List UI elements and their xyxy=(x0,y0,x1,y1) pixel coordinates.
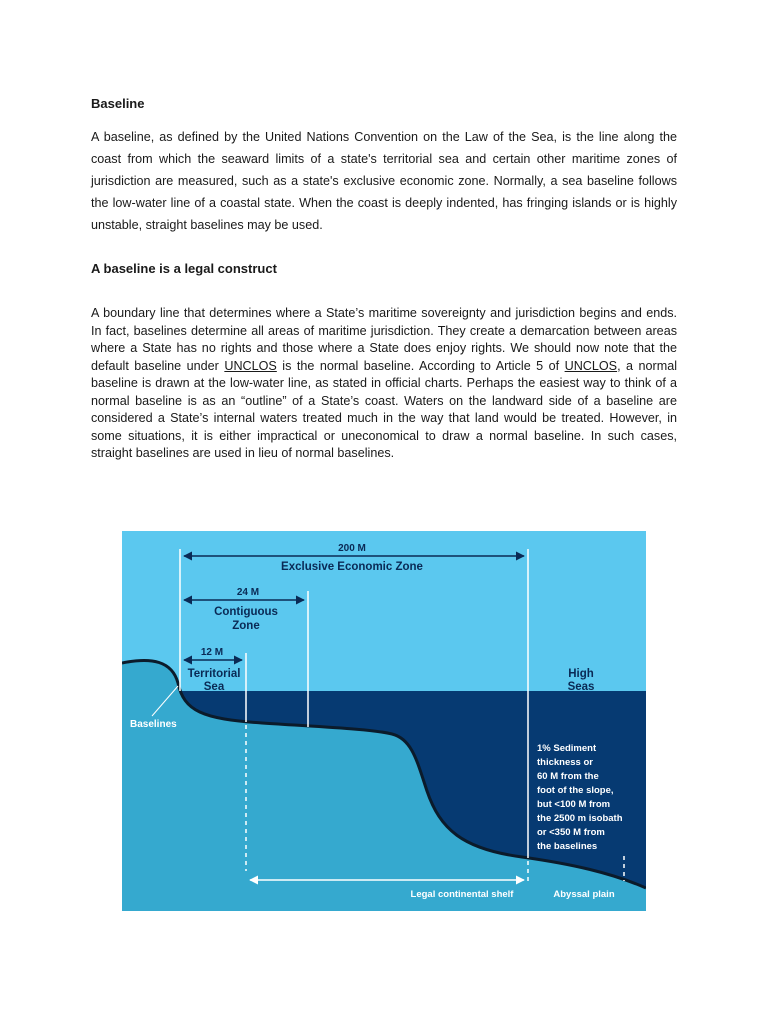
note-line-2: thickness or xyxy=(537,757,593,768)
abyssal-label: Abyssal plain xyxy=(553,889,615,900)
high-seas-line2: Seas xyxy=(567,681,595,693)
note-line-7: or <350 M from xyxy=(537,827,605,838)
territorial-distance: 12 M xyxy=(200,647,224,658)
contiguous-label-line1: Contiguous xyxy=(214,606,278,618)
contiguous-label-line2: Zone xyxy=(232,620,260,632)
unclos-link-1[interactable]: UNCLOS xyxy=(224,358,277,373)
eez-distance: 200 M xyxy=(338,543,366,554)
note-line-4: foot of the slope, xyxy=(537,785,614,796)
high-seas-line1: High xyxy=(568,668,594,680)
unclos-link-2[interactable]: UNCLOS xyxy=(564,358,618,373)
body-paragraph xyxy=(91,305,677,463)
contiguous-distance: 24 M xyxy=(236,587,260,598)
body-text-2: is the normal baseline. According to Article 5 of xyxy=(276,358,565,373)
section-title: Baseline xyxy=(91,96,145,111)
note-line-8: the baselines xyxy=(537,841,598,852)
note-line-1: 1% Sediment xyxy=(537,743,597,754)
territorial-label-line1: Territorial xyxy=(187,668,241,680)
note-line-3: 60 M from the xyxy=(537,771,599,782)
body-text-1: A boundary line that determines where a State’s maritime sovereignty and jurisdiction begins and ends. In fact, baselines determine all areas of maritime jurisdiction. They create a demarcation between areas where a State has no rights and those where a State does enjoy rights. We should now note that the default baseline under xyxy=(91,306,677,373)
maritime-zones-diagram xyxy=(122,531,646,911)
diagram-svg xyxy=(122,531,646,911)
territorial-label-line2: Sea xyxy=(203,681,225,693)
eez-label: Exclusive Economic Zone xyxy=(281,561,423,573)
note-line-6: the 2500 m isobath xyxy=(537,813,623,824)
shelf-label: Legal continental shelf xyxy=(410,889,514,900)
subheading: A baseline is a legal construct xyxy=(91,261,277,276)
body-text-3: , a normal baseline is drawn at the low-water line, as stated in official charts. Perhaps the easiest way to think of a normal baseline is as an “outline” of a State’s coast. Waters on the landward side of a baseline are considered a State’s internal waters treated much in the way that land would be treated. However, in some situations, it is either impractical or uneconomical to draw a normal baseline. In such cases, straight baselines are used in lieu of normal baselines. xyxy=(91,358,678,460)
intro-paragraph: A baseline, as defined by the United Nations Convention on the Law of the Sea, is the line along the coast from which the seaward limits of a state's territorial sea and certain other maritime zones of jurisdiction are measured, such as a state's exclusive economic zone. Normally, a sea baseline follows the low-water line of a coastal state. When the coast is deeply indented, has fringing islands or is highly unstable, straight baselines may be used. xyxy=(91,130,677,232)
baselines-label: Baselines xyxy=(130,719,177,730)
note-line-5: but <100 M from xyxy=(537,799,611,810)
